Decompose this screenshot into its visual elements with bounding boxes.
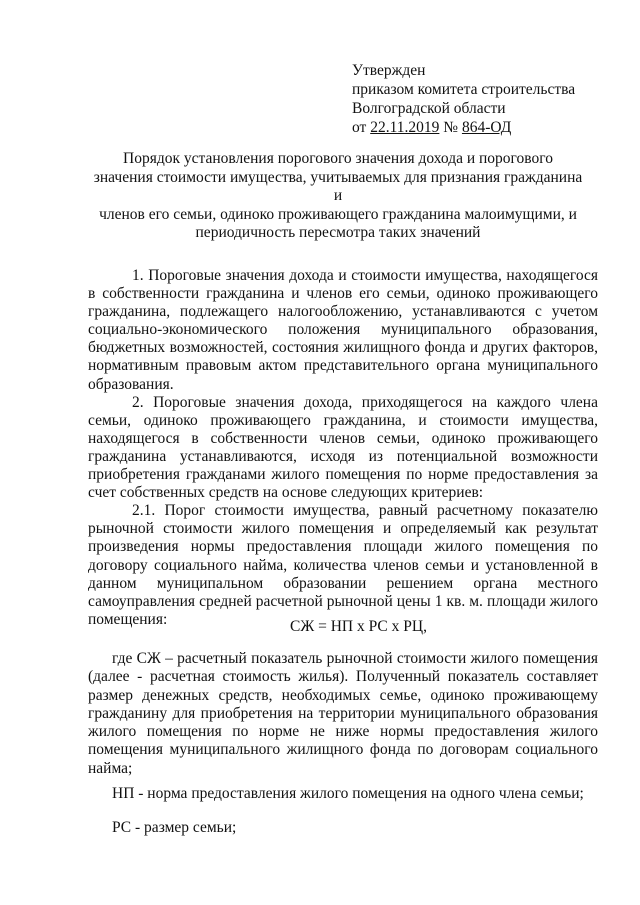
approval-line: приказом комитета строительства — [352, 81, 576, 98]
document-title — [88, 150, 588, 243]
approval-number: 864-ОД — [461, 119, 512, 136]
approval-date: 22.11.2019 — [370, 119, 440, 136]
definition-rs: РС - размер семьи; — [112, 819, 237, 836]
formula-explanation: где СЖ – расчетный показатель рыночной стоимости жилого помещения (далее - расчетная стоимость жилья). Полученный показатель составляет размер денежных средств, необходимых семье, одиноко проживающему гражданину для приобретения на территории муниципального образования жилого помещения по норме не ниже нормы предоставления жилого помещения муниципального жилищного фонда по договорам социального найма; — [88, 650, 598, 777]
title-line: периодичность пересмотра таких значений — [195, 224, 481, 241]
approval-line: Волгоградской области — [352, 100, 506, 117]
approval-number-sign: № — [439, 119, 462, 136]
title-line: значения стоимости имущества, учитываемых для признания гражданина и — [93, 168, 583, 204]
approval-order-line — [352, 118, 622, 137]
formula: СЖ = НП х РС х РЦ, — [290, 618, 427, 635]
paragraph-1: 1. Пороговые значения дохода и стоимости имущества, находящегося в собственности гражданина и членов его семьи, одиноко проживающего гражданина, подлежащего налогообложению, устанавливаются с учетом социально-экономического положения муниципального образования, бюджетных возможностей, состояния жилищного фонда и других факторов, нормативным правовым актом представительного органа муниципального образования. — [88, 267, 598, 393]
title-line: Порядок установления порогового значения дохода и порогового — [123, 150, 553, 167]
approval-stamp — [352, 61, 622, 137]
document-body — [88, 267, 598, 629]
approval-from: от — [352, 119, 371, 136]
title-line: членов его семьи, одиноко проживающего гражданина малоимущими, и — [99, 205, 577, 223]
paragraph-2: 2. Пороговые значения дохода, приходящегося на каждого члена семьи, одиноко проживающего гражданина, и стоимости имущества, находящегося в собственности членов семьи, одиноко проживающего гражданина устанавливаются, исходя из потенциальной возможности приобретения гражданами жилого помещения по норме предоставления за счет собственных средств на основе следующих критериев: — [88, 393, 598, 502]
definition-np: НП - норма предоставления жилого помещения на одного члена семьи; — [112, 785, 584, 802]
paragraph-2-1: 2.1. Порог стоимости имущества, равный расчетному показателю рыночной стоимости жилого помещения и определяемый как результат произведения нормы предоставления площади жилого помещения по договору социального найма, количества членов семьи и установленной в данном муниципальном образовании решением органа местного самоуправления средней расчетной рыночной цены 1 кв. м. площади жилого помещения: — [88, 502, 598, 628]
approval-line: Утвержден — [352, 62, 426, 79]
formula-explanation-block — [88, 650, 598, 778]
